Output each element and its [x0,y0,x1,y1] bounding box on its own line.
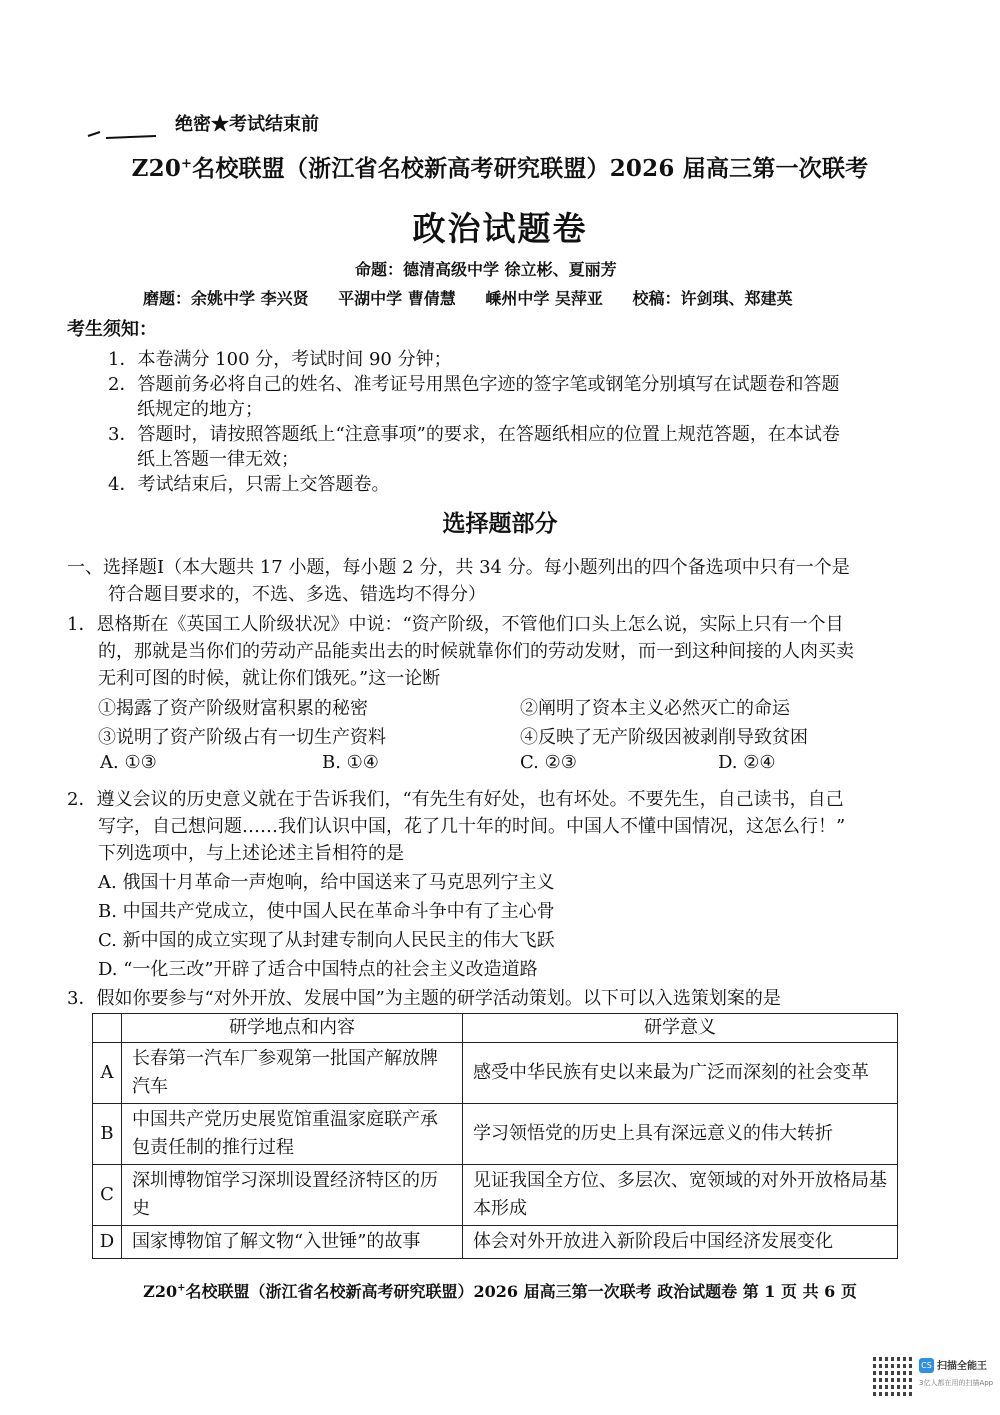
table-header: 研学意义 [463,1014,898,1043]
table-row [93,1104,898,1165]
row-key: C [93,1165,122,1226]
row-key: B [93,1104,122,1165]
q2-stem: 下列选项中，与上述论述主旨相符的是 [98,843,404,864]
table-row [93,1043,898,1104]
cs-logo-icon: CS [919,1358,934,1373]
table-header-row [93,1014,898,1043]
q1-statement: ③说明了资产阶级占有一切生产资料 [98,727,386,748]
notice-line: 纸规定的地方； [137,399,263,420]
notice-heading: 考生须知： [67,319,157,340]
row-place: 中国共产党历史展览馆重温家庭联产承包责任制的推行过程 [122,1104,463,1165]
footer-text: 名校联盟（浙江省名校新高考研究联盟）2026 届高三第一次联考 政治试题卷 第 1 页 共 6 页 [185,1282,857,1301]
page-footer [0,1279,1000,1302]
q1-choice-c: C. ②③ [520,752,577,773]
row-meaning: 见证我国全方位、多层次、宽领域的对外开放格局基本形成 [463,1165,898,1226]
q2-stem: 写字，自己想问题……我们认识中国，花了几十年的时间。中国人不懂中国情况，这怎么行！” [98,816,846,837]
subject-title: 政治试题卷 [412,209,588,248]
row-meaning: 学习领悟党的历史上具有深远意义的伟大转折 [463,1104,898,1165]
q1-stem: 无利可图的时候，就让你们饿死。”这一论断 [98,668,441,689]
row-meaning: 感受中华民族有史以来最为广泛而深刻的社会变革 [463,1043,898,1104]
row-key: D [93,1226,122,1259]
notice-line: 3．答题时，请按照答题纸上“注意事项”的要求，在答题纸相应的位置上规范答题，在本试卷 [108,424,840,445]
row-place: 深圳博物馆学习深圳设置经济特区的历史 [122,1165,463,1226]
table-header: 研学地点和内容 [122,1014,463,1043]
q1-statement: ②阐明了资本主义必然灭亡的命运 [520,698,790,719]
q1-stem: 1．恩格斯在《英国工人阶级状况》中说：“资产阶级，不管他们口头上怎么说，实际上只有一个目 [67,614,844,635]
reviewer-4: 校稿：许剑琪、郑建英 [632,289,793,308]
q1-choice-a: A. ①③ [100,752,157,773]
footer-prefix: Z20 [143,1282,178,1301]
notice-line: 1．本卷满分 100 分，考试时间 90 分钟； [108,349,452,370]
scanner-app-tagline: 3亿人都在用的扫描App [919,1379,994,1387]
scanner-watermark [873,1356,994,1398]
exam-title [0,150,1000,183]
reviewer-2: 平湖中学 曹倩慧 [338,289,456,308]
q1-statement: ①揭露了资产阶级财富积累的秘密 [98,698,368,719]
row-place: 国家博物馆了解文物“入世锤”的故事 [122,1226,463,1259]
q3-table [92,1013,898,1259]
q1-stem: 的，那就是当你们的劳动产品能卖出去的时候就靠你们的劳动发财，而一到这种间接的人肉买卖 [98,641,854,662]
table-row [93,1165,898,1226]
section-intro: 符合题目要求的，不选、多选、错选均不得分） [108,584,486,605]
table-cell [93,1014,122,1043]
notice-line: 4．考试结束后，只需上交答题卷。 [108,474,390,495]
q2-choice-d: D. “一化三改”开辟了适合中国特点的社会主义改造道路 [98,959,538,980]
section-title: 选择题部分 [442,510,558,537]
row-place: 长春第一汽车厂参观第一批国产解放牌汽车 [122,1043,463,1104]
reviewer-3: 嵊州中学 吴萍亚 [485,289,603,308]
title-sup: + [181,156,193,172]
q1-statement: ④反映了无产阶级因被剥削导致贫困 [520,727,808,748]
q2-choice-a: A. 俄国十月革命一声炮响，给中国送来了马克思列宁主义 [98,872,555,893]
notice-line: 2．答题前务必将自己的姓名、准考证号用黑色字迹的签字笔或钢笔分别填写在试题卷和答题 [108,374,840,395]
section-intro: 一、选择题Ⅰ（本大题共 17 小题，每小题 2 分，共 34 分。每小题列出的四个备选项中只有一个是 [67,557,850,578]
table-row [93,1226,898,1259]
authors-line: 命题：德清高级中学 徐立彬、夏丽芳 [355,260,617,279]
title-rest: 名校联盟（浙江省名校新高考研究联盟）2026 届高三第一次联考 [192,155,869,182]
row-key: A [93,1043,122,1104]
q2-stem: 2．遵义会议的历史意义就在于告诉我们，“有先生有好处，也有坏处。不要先生，自己读书，自己 [67,789,844,810]
qr-code-overlay [873,1356,913,1396]
reviewers-line [143,286,816,309]
q3-stem: 3．假如你要参与“对外开放、发展中国”为主题的研学活动策划。以下可以入选策划案的是 [67,988,781,1009]
reviewer-1: 磨题：余姚中学 李兴贤 [143,289,309,308]
q1-choice-b: B. ①④ [322,752,379,773]
q1-choice-d: D. ②④ [718,752,776,773]
ink-mark [86,128,158,142]
q2-choice-c: C. 新中国的成立实现了从封建专制向人民民主的伟大飞跃 [98,930,555,951]
notice-line: 纸上答题一律无效； [137,449,299,470]
confidential-label: 绝密★考试结束前 [175,114,319,135]
scanner-app-name: 扫描全能王 [937,1361,987,1372]
row-meaning: 体会对外开放进入新阶段后中国经济发展变化 [463,1226,898,1259]
title-prefix: Z20 [131,155,182,182]
q2-choice-b: B. 中国共产党成立，使中国人民在革命斗争中有了主心骨 [98,901,555,922]
footer-sup: + [177,1282,186,1294]
